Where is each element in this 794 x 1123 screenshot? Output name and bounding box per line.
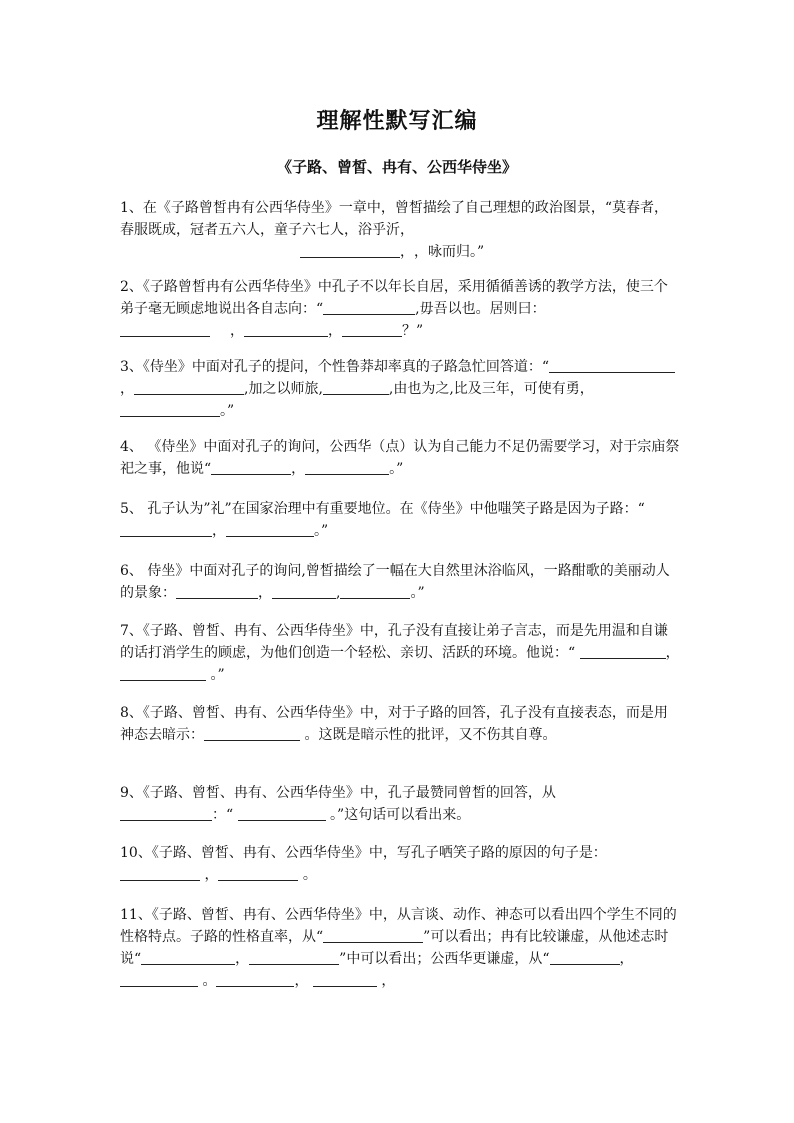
question-5 bbox=[120, 498, 680, 542]
answer-blank[interactable] bbox=[120, 806, 212, 821]
question-text: 2、《子路曾皙冉有公西华侍坐》中孔子不以年长自居，采用循循善诱的教学方法，使三个弟子毫无顾虑地说出各自志向：“ bbox=[120, 279, 668, 317]
question-text: ,加之以师旅, bbox=[244, 381, 323, 397]
question-text: 。” bbox=[410, 585, 425, 601]
answer-blank[interactable] bbox=[300, 243, 400, 258]
question-text: 8、《子路、曾皙、冉有、公西华侍坐》中，对于子路的回答，孔子没有直接表态，而是用神态去暗示： bbox=[120, 705, 668, 743]
question-2 bbox=[120, 276, 680, 342]
question-text: ， bbox=[258, 585, 272, 601]
answer-blank[interactable] bbox=[120, 666, 206, 681]
answer-blank[interactable] bbox=[204, 726, 300, 741]
question-text: ， bbox=[120, 381, 134, 397]
question-text: 6、 侍坐》中面对孔子的询问,曾皙描绘了一幅在大自然里沐浴临风，一路酣歌的美丽动人的景象： bbox=[120, 563, 670, 601]
question-text: ， bbox=[291, 461, 306, 477]
answer-blank[interactable] bbox=[141, 950, 235, 965]
question-3 bbox=[120, 356, 680, 422]
answer-blank[interactable] bbox=[134, 380, 244, 395]
question-text: 。 bbox=[198, 973, 217, 989]
answer-blank[interactable] bbox=[249, 950, 339, 965]
question-text: ， bbox=[212, 523, 226, 539]
answer-blank[interactable] bbox=[244, 322, 328, 337]
question-text: 10、《子路、曾皙、冉有、公西华侍坐》中，写孔子哂笑子路的原因的句子是： bbox=[120, 845, 607, 861]
question-6 bbox=[120, 560, 680, 604]
question-7 bbox=[120, 620, 680, 686]
question-text: 9、《子路、曾皙、冉有、公西华侍坐》中，孔子最赞同曾皙的回答，从 bbox=[120, 785, 556, 801]
question-text: ， bbox=[230, 323, 244, 339]
question-text: ，咏而归。” bbox=[414, 244, 485, 260]
question-10 bbox=[120, 842, 680, 886]
answer-blank[interactable] bbox=[211, 460, 291, 475]
answer-blank[interactable] bbox=[340, 584, 410, 599]
question-text: 。这既是暗示性的批评，又不伤其自尊。 bbox=[300, 727, 557, 743]
question-text: ， bbox=[235, 951, 250, 967]
answer-blank[interactable] bbox=[323, 380, 389, 395]
question-text: ， bbox=[400, 244, 414, 260]
answer-blank[interactable] bbox=[216, 972, 294, 987]
question-text: 。”这句话可以看出来。 bbox=[325, 807, 471, 823]
answer-blank[interactable] bbox=[238, 806, 326, 821]
answer-blank[interactable] bbox=[323, 928, 423, 943]
answer-blank[interactable] bbox=[323, 300, 415, 315]
answer-blank[interactable] bbox=[580, 644, 666, 659]
question-1 bbox=[120, 197, 680, 263]
answer-blank[interactable] bbox=[313, 972, 377, 987]
answer-blank[interactable] bbox=[176, 584, 258, 599]
question-text: ， bbox=[294, 973, 313, 989]
question-text: 。” bbox=[389, 461, 404, 477]
question-text: , bbox=[336, 585, 341, 601]
answer-blank[interactable] bbox=[305, 460, 389, 475]
question-11 bbox=[120, 904, 680, 992]
question-text: ， bbox=[665, 645, 680, 661]
question-text: 7、《子路、曾皙、冉有、公西华侍坐》中，孔子没有直接让弟子言志，而是先用温和自谦的话打消学生的顾虑，为他们创造一个轻松、亲切、活跃的环境。他说：“ bbox=[120, 623, 668, 661]
question-text: 4、 《侍坐》中面对孔子的询问，公西华（点）认为自己能力不足仍需要学习，对于宗庙祭祀之事，他说“ bbox=[120, 439, 680, 477]
question-text: ,毋吾以也。居则曰： bbox=[415, 301, 546, 317]
answer-blank[interactable] bbox=[120, 522, 212, 537]
answer-blank[interactable] bbox=[120, 402, 220, 417]
question-text: ， bbox=[200, 867, 219, 883]
question-text: ”可以看出；冉有比较谦虚，从他述志时说“ bbox=[120, 929, 669, 967]
question-text: ？” bbox=[402, 323, 424, 339]
answer-blank[interactable] bbox=[272, 584, 336, 599]
answer-blank[interactable] bbox=[218, 866, 298, 881]
section-subtitle: 《子路、曾皙、冉有、公西华侍坐》 bbox=[276, 158, 517, 176]
question-text: 。” bbox=[220, 403, 235, 419]
question-8 bbox=[120, 702, 680, 746]
answer-blank[interactable] bbox=[120, 322, 210, 337]
question-text: ， bbox=[619, 951, 634, 967]
question-text: ,由也为之,比及三年，可使有勇， bbox=[388, 381, 594, 397]
answer-blank[interactable] bbox=[342, 322, 402, 337]
question-text: 。” bbox=[206, 667, 225, 683]
question-text: ”中可以看出；公西华更谦虚，从“ bbox=[339, 951, 550, 967]
question-text: 3、《侍坐》中面对孔子的提问，个性鲁莽却率真的子路急忙回答道：“ bbox=[120, 359, 550, 375]
question-text: ， bbox=[376, 973, 396, 989]
question-text: 1、在《子路曾皙冉有公西华侍坐》一章中，曾皙描绘了自己理想的政治图景，“莫春者，春服既成，冠者五六人，童子六七人，浴乎沂， bbox=[120, 200, 669, 238]
question-text: 5、 孔子认为”礼”在国家治理中有重要地位。在《侍坐》中他嗤笑子路是因为子路：“ bbox=[120, 501, 645, 517]
question-9 bbox=[120, 782, 680, 826]
answer-blank[interactable] bbox=[120, 972, 198, 987]
answer-blank[interactable] bbox=[549, 358, 675, 373]
question-text: ， bbox=[328, 323, 342, 339]
question-text: 11、《子路、曾皙、冉有、公西华侍坐》中，从言谈、动作、神态可以看出四个学生不同的性格特点。子路的性格直率，从“ bbox=[120, 907, 677, 945]
question-text: 。 bbox=[298, 867, 317, 883]
page-title: 理解性默写汇编 bbox=[316, 108, 478, 134]
answer-blank[interactable] bbox=[550, 950, 620, 965]
answer-blank[interactable] bbox=[226, 522, 314, 537]
question-text: 。” bbox=[314, 523, 329, 539]
answer-blank[interactable] bbox=[120, 866, 200, 881]
question-4 bbox=[120, 436, 680, 480]
question-text: ：“ bbox=[212, 807, 238, 823]
